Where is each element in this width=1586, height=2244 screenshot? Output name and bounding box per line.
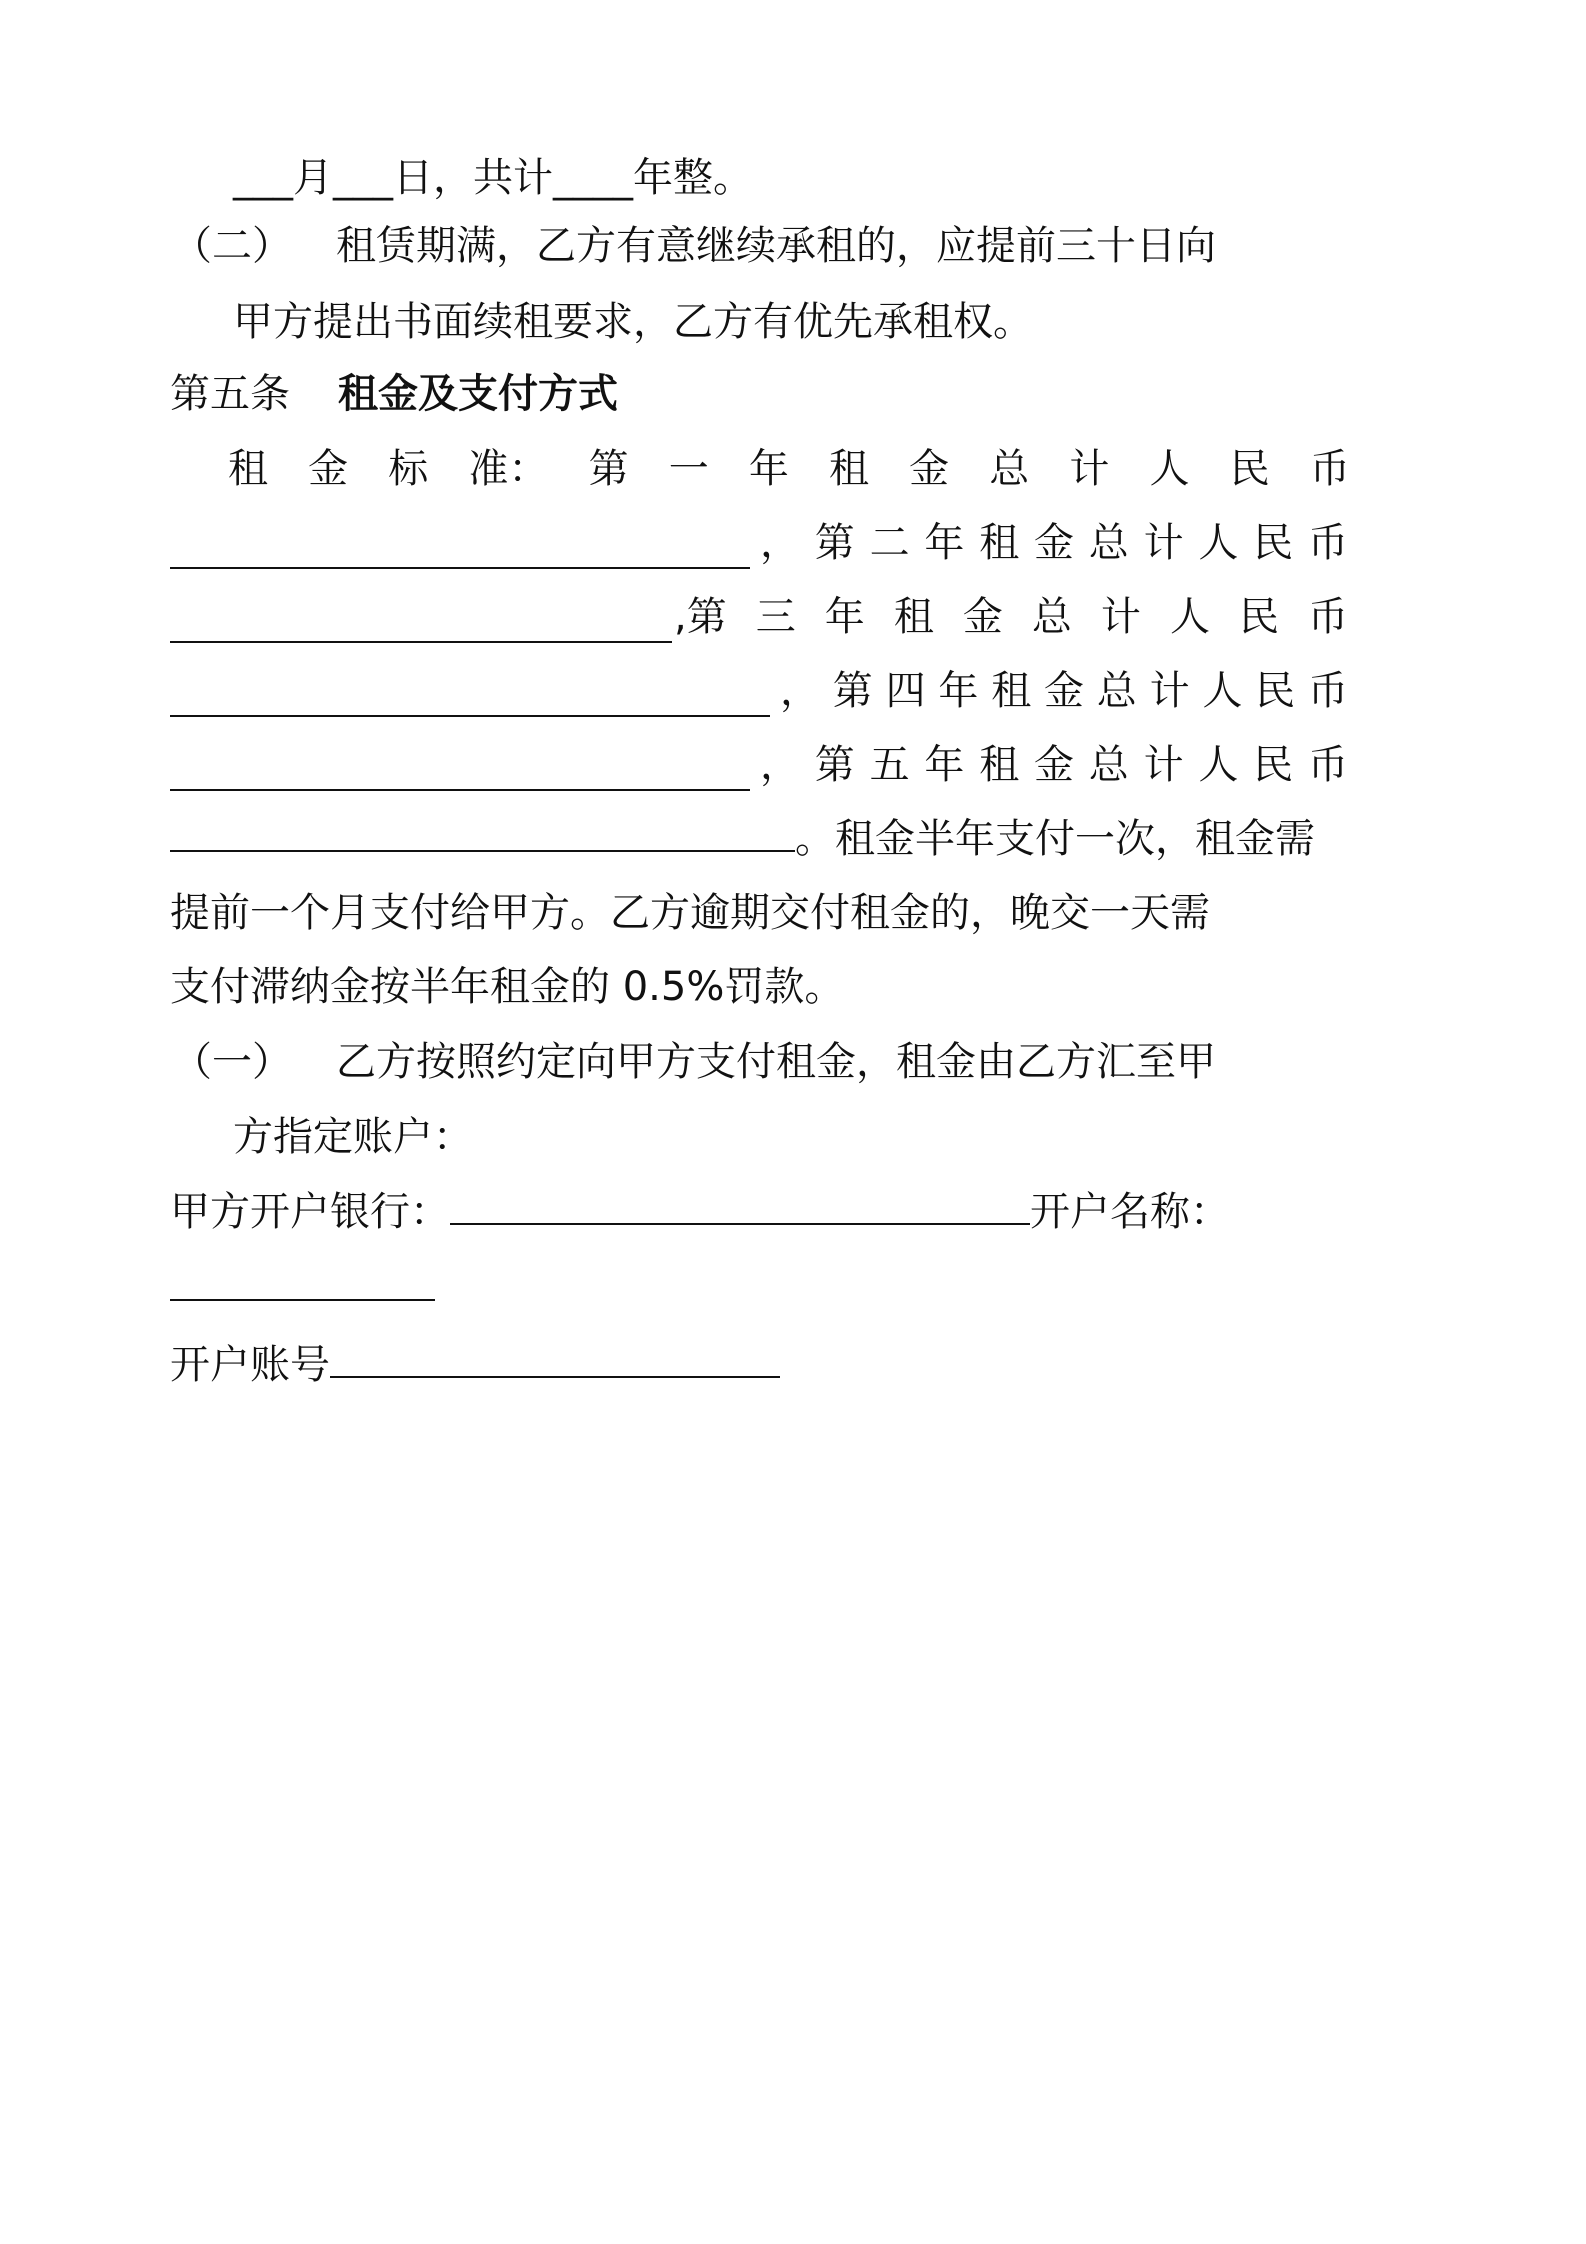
char: 币 <box>1307 520 1348 566</box>
char: 一 <box>668 446 709 492</box>
char: 第 <box>814 520 855 566</box>
char: 第 <box>588 446 629 492</box>
year-2-rent-line <box>170 517 1348 569</box>
bank-line <box>170 1186 1230 1238</box>
years-label: 年整。 <box>633 155 753 201</box>
char: 金 <box>1033 520 1074 566</box>
char: ， <box>760 520 800 566</box>
char: 币 <box>1307 668 1348 714</box>
char: 计 <box>1069 446 1110 492</box>
char: 人 <box>1169 594 1210 640</box>
char: 计 <box>1143 742 1184 788</box>
year-1-amount-blank[interactable] <box>170 531 750 569</box>
char: 年 <box>924 520 965 566</box>
char: 总 <box>1088 520 1129 566</box>
account-name-line <box>170 1262 435 1314</box>
rent-standard-line <box>228 443 1350 495</box>
blank-day[interactable]: ___ <box>333 155 393 201</box>
term-end-date-line <box>233 152 753 204</box>
char: 人 <box>1198 742 1239 788</box>
char: 总 <box>1096 668 1137 714</box>
char: 民 <box>1255 668 1296 714</box>
char: 租 <box>228 446 268 492</box>
char: 金 <box>1033 742 1074 788</box>
char: 币 <box>1309 446 1350 492</box>
char: 人 <box>1198 520 1239 566</box>
char: 三 <box>755 594 796 640</box>
late-fee-line: 支付滞纳金按半年租金的 0.5%罚款。 <box>170 964 845 1010</box>
char: ， <box>760 742 800 788</box>
year-4-rent-line <box>170 665 1348 717</box>
char: 金 <box>909 446 950 492</box>
account-number-label: 开户账号 <box>170 1342 330 1388</box>
char: 标 <box>388 446 429 492</box>
char: 第 <box>832 668 873 714</box>
account-number-line <box>170 1339 780 1391</box>
char: 总 <box>989 446 1030 492</box>
article-number: 第五条 <box>170 371 290 417</box>
char: 租 <box>979 520 1020 566</box>
char: 民 <box>1238 594 1279 640</box>
year-3-rent-line <box>170 591 1348 643</box>
char: 金 <box>308 446 349 492</box>
clause-2-continuation: 甲方提出书面续租要求，乙方有优先承租权。 <box>233 299 1033 345</box>
year-4-amount-blank[interactable] <box>170 753 750 791</box>
month-label: 月 <box>293 155 333 201</box>
char: 金 <box>962 594 1003 640</box>
designated-account-line: 方指定账户： <box>233 1114 473 1160</box>
clause-text: 乙方按照约定向甲方支付租金，租金由乙方汇至甲 <box>336 1039 1216 1085</box>
blank-years[interactable]: ____ <box>553 155 633 201</box>
account-name-blank[interactable] <box>170 1263 435 1301</box>
clause-number: （二） <box>172 223 292 269</box>
clause-text: 租赁期满，乙方有意继续承租的，应提前三十日向 <box>336 223 1216 269</box>
char: 计 <box>1149 668 1190 714</box>
article-title: 租金及支付方式 <box>338 371 618 417</box>
char: 租 <box>979 742 1020 788</box>
char: 租 <box>893 594 934 640</box>
char: 第 <box>814 742 855 788</box>
char: 人 <box>1202 668 1243 714</box>
char: 计 <box>1100 594 1141 640</box>
char: 年 <box>748 446 789 492</box>
char: 民 <box>1229 446 1270 492</box>
char: 总 <box>1088 742 1129 788</box>
char: ， <box>780 668 820 714</box>
char: 民 <box>1253 520 1294 566</box>
article-heading <box>170 368 618 420</box>
account-number-blank[interactable] <box>330 1340 780 1378</box>
char: 金 <box>1043 668 1084 714</box>
year-2-amount-blank[interactable] <box>170 605 672 643</box>
char: 年 <box>824 594 865 640</box>
clause-2-line <box>172 220 1216 272</box>
char: 总 <box>1031 594 1072 640</box>
payment-frequency-text: 。租金半年支付一次，租金需 <box>795 816 1315 862</box>
late-payment-line: 提前一个月支付给甲方。乙方逾期交付租金的，晚交一天需 <box>170 890 1210 936</box>
year-5-rent-line <box>170 739 1348 791</box>
char: 租 <box>991 668 1032 714</box>
char: 租 <box>828 446 869 492</box>
year-3-amount-blank[interactable] <box>170 679 770 717</box>
payment-frequency-line <box>170 813 1315 865</box>
char: 人 <box>1149 446 1190 492</box>
char: 币 <box>1307 742 1348 788</box>
char: 年 <box>938 668 979 714</box>
clause-number: （一） <box>172 1039 292 1085</box>
account-name-label: 开户名称： <box>1030 1189 1230 1235</box>
char: 二 <box>869 520 910 566</box>
year-5-amount-blank[interactable] <box>170 814 795 852</box>
bank-blank[interactable] <box>450 1187 1030 1225</box>
clause-1-line <box>172 1036 1216 1088</box>
char: 四 <box>885 668 926 714</box>
char: 民 <box>1253 742 1294 788</box>
blank-month[interactable]: ___ <box>233 155 293 201</box>
char: 币 <box>1308 594 1348 640</box>
day-total-label: 日，共计 <box>393 155 553 201</box>
char: 五 <box>869 742 910 788</box>
char: 年 <box>924 742 965 788</box>
char: 计 <box>1143 520 1184 566</box>
bank-label: 甲方开户银行： <box>170 1189 450 1235</box>
char: ,第 <box>674 594 727 640</box>
char: 准： <box>468 446 549 492</box>
